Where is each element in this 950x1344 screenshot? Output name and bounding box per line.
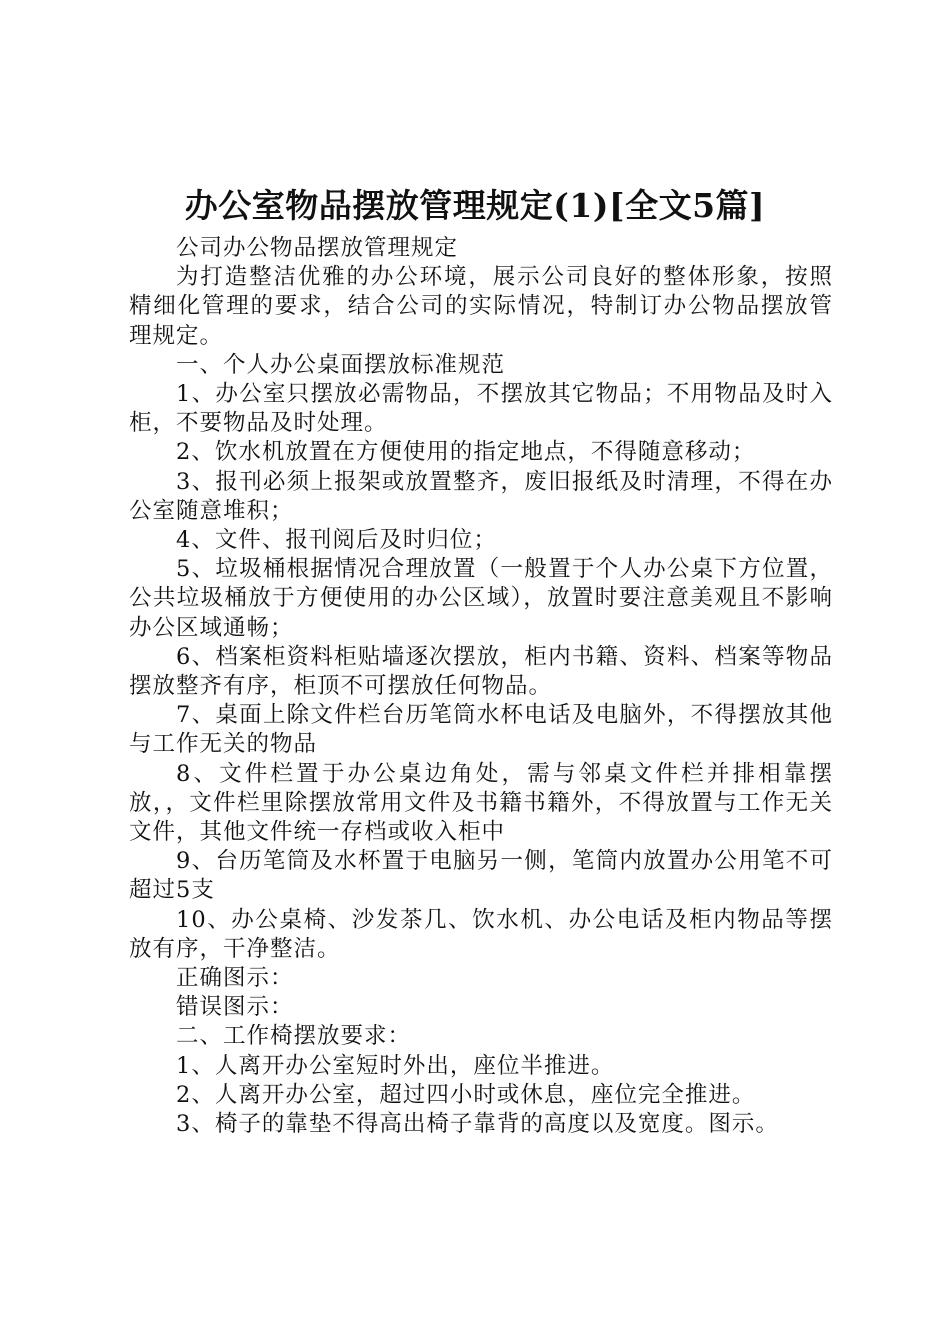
list-item: 10、办公桌椅、沙发茶几、饮水机、办公电话及柜内物品等摆放有序，干净整洁。 <box>129 906 833 962</box>
list-item: 2、饮水机放置在方便使用的指定地点，不得随意移动； <box>176 439 756 466</box>
document-body <box>129 234 833 1139</box>
list-item: 2、人离开办公室，超过四小时或休息，座位完全推进。 <box>176 1081 756 1108</box>
list-item: 1、人离开办公室短时外出，座位半推进。 <box>176 1052 615 1079</box>
section-heading-desk: 一、个人办公桌面摆放标准规范 <box>176 351 506 378</box>
list-item: 9、台历笔筒及水杯置于电脑另一侧，笔筒内放置办公用笔不可超过5支 <box>129 848 833 904</box>
paragraph-intro: 为打造整洁优雅的办公环境，展示公司良好的整体形象，按照精细化管理的要求，结合公司的实际情况，特制订办公物品摆放管理规定。 <box>129 264 833 349</box>
section-heading-chair: 二、工作椅摆放要求： <box>176 1023 412 1050</box>
paragraph-heading: 公司办公物品摆放管理规定 <box>176 235 459 261</box>
list-item: 6、档案柜资料柜贴墙逐次摆放，柜内书籍、资料、档案等物品摆放整齐有序，柜顶不可摆放任何物品。 <box>129 643 833 700</box>
list-item: 5、垃圾桶根据情况合理放置（一般置于个人办公桌下方位置，公共垃圾桶放于方便使用的办公区域），放置时要注意美观且不影响办公区域通畅； <box>129 556 833 641</box>
list-item: 3、报刊必须上报架或放置整齐，废旧报纸及时清理，不得在办公室随意堆积； <box>129 468 833 524</box>
document-title: 办公室物品摆放管理规定(1)[全文5篇] <box>184 186 766 225</box>
list-item: 8、文件栏置于办公桌边角处，需与邻桌文件栏并排相靠摆放，，文件栏里除摆放常用文件及书籍书籍外，不得放置与工作无关文件，其他文件统一存档或收入柜中 <box>129 760 833 846</box>
list-item: 4、文件、报刊阅后及时归位； <box>176 527 497 554</box>
figure-caption-wrong: 错误图示： <box>176 994 294 1021</box>
list-item: 1、办公室只摆放必需物品，不摆放其它物品；不用物品及时入柜，不要物品及时处理。 <box>129 381 833 437</box>
figure-caption-correct: 正确图示： <box>176 965 294 992</box>
list-item: 3、椅子的靠垫不得高出椅子靠背的高度以及宽度。图示。 <box>176 1111 779 1138</box>
list-item: 7、桌面上除文件栏台历笔筒水杯电话及电脑外，不得摆放其他与工作无关的物品 <box>129 702 833 758</box>
